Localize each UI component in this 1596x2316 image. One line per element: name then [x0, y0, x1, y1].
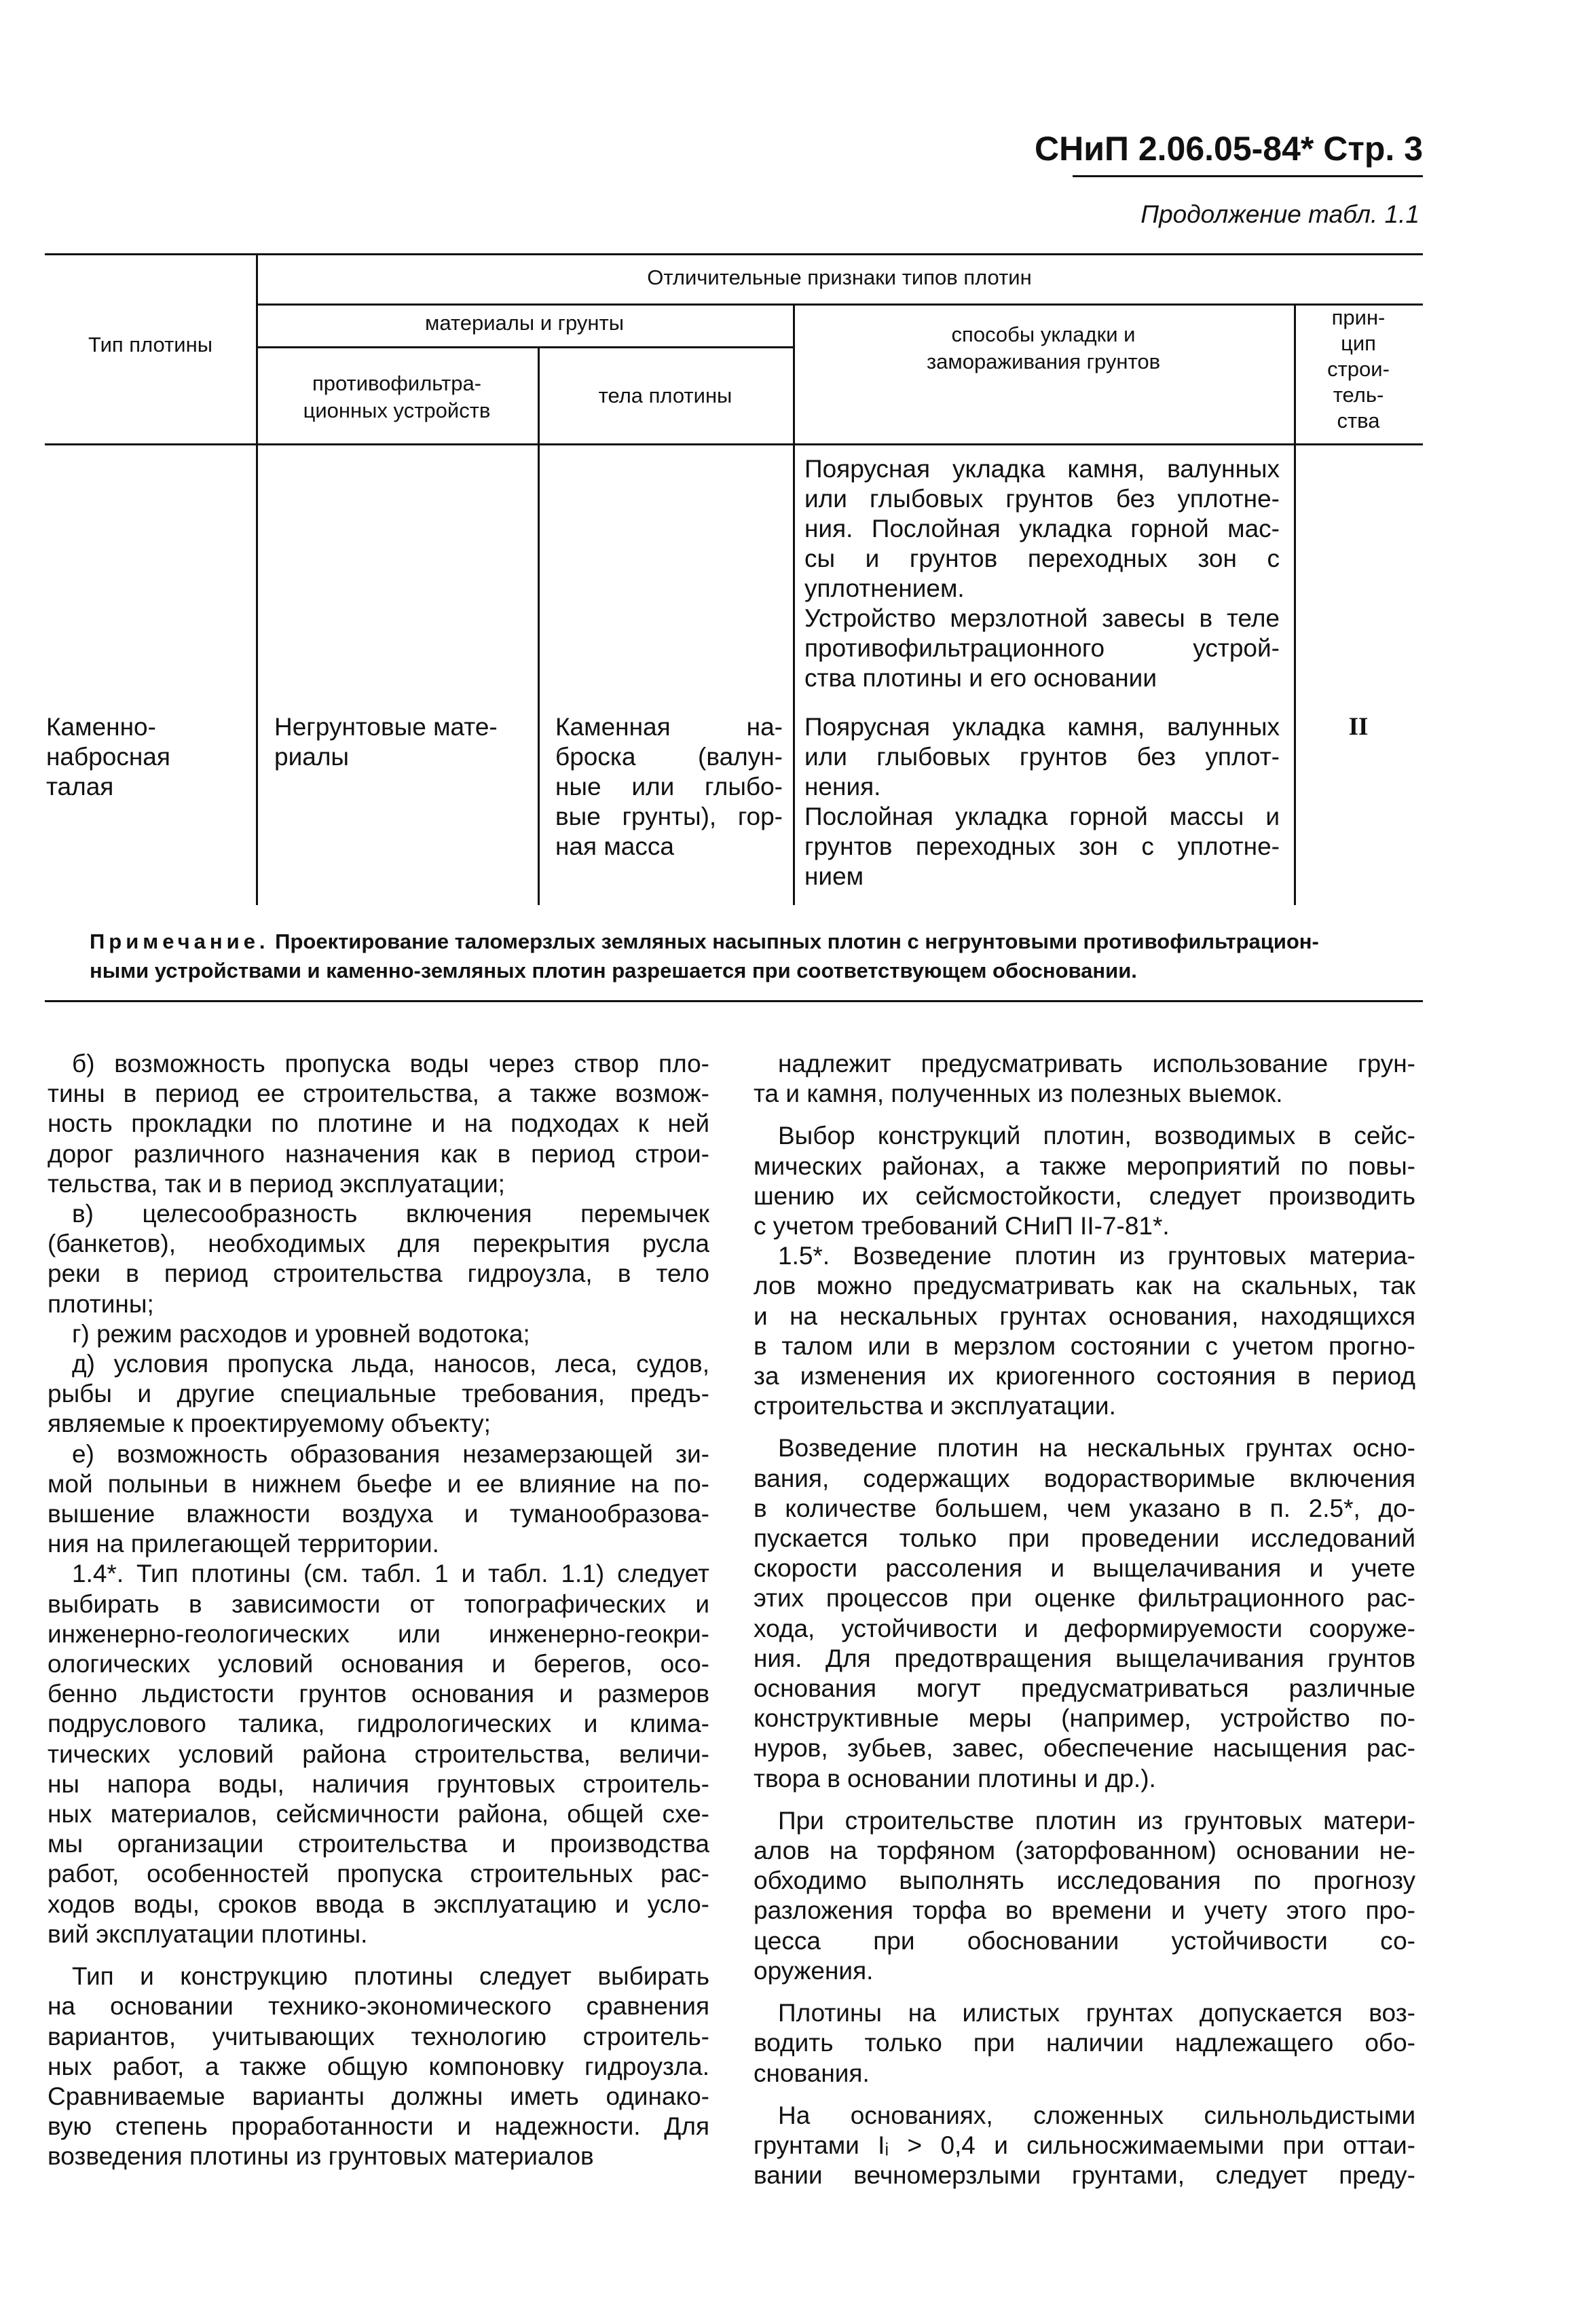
text-line: конструктивные меры (например, устройство по- [754, 1704, 1415, 1733]
dam-types-table [45, 253, 1423, 905]
row2-dam-body: Каменная на- броска (валун- ные или глыбо- вые грунты), гор- ная масса [555, 713, 783, 860]
text-line: Сравниваемые варианты должны иметь одинако- [48, 2082, 709, 2110]
vrule-antifilter [538, 346, 540, 905]
text-line: строительства и эксплуатации. [754, 1392, 1116, 1420]
text-line: та и камня, полученных из полезных выемок. [754, 1080, 1283, 1108]
row2-dam-type: Каменно- набросная талая [46, 713, 170, 801]
text-line: ния. Для предотвращения выщелачивания грунтов [754, 1644, 1415, 1672]
text-line: нуров, зубьев, завес, обеспечение насыщения рас- [754, 1734, 1415, 1763]
text-line: д) условия пропуска льда, наносов, леса, судов, [72, 1350, 709, 1378]
text-line: тельства, так и в период эксплуатации; [48, 1169, 505, 1198]
text-line: ных материалов, сейсмичности района, общей схе- [48, 1800, 709, 1828]
text-line: дорог различного назначения как в период строи- [48, 1139, 709, 1168]
text-line: плотины; [48, 1289, 154, 1318]
header-underline [1073, 175, 1423, 177]
text-line: мы организации строительства и производства [48, 1830, 709, 1858]
text-line: тины в период ее строительства, а также возмож- [48, 1080, 709, 1108]
header-dam-body: тела плотины [598, 384, 732, 407]
paragraph [48, 1319, 709, 1349]
paragraph [754, 1049, 1415, 1109]
paragraph [754, 2101, 1415, 2191]
text-line: вую степень проработанности и надежности. Для [48, 2112, 709, 2141]
row2-methods: Поярусная укладка камня, валунных или глыбовых грунтов без уплот- нения. Послойная укладка горной массы и грунтов переходных зон с уплотне- нием [804, 713, 1280, 890]
text-line: Возведение плотин на нескальных грунтах осно- [778, 1434, 1415, 1463]
text-line: шению их сейсмостойкости, следует производить [754, 1181, 1415, 1210]
header-dam-type: Тип плотины [88, 333, 212, 356]
paragraph [754, 1433, 1415, 1793]
text-line: в талом или в мерзлом состоянии с учетом прогно- [754, 1331, 1415, 1360]
paragraph [48, 1049, 709, 1199]
text-line: разложения торфа во времени и учету этого про- [754, 1896, 1415, 1925]
text-line: г) режим расходов и уровней водотока; [72, 1319, 530, 1348]
text-line: этих процессов при оценке фильтрационного рас- [754, 1584, 1415, 1613]
header-materials: материалы и грунты [425, 311, 624, 335]
header-rule-1 [256, 304, 1423, 306]
text-line: 1.5*. Возведение плотин из грунтовых материа- [778, 1242, 1415, 1270]
text-line: ологических условий основания и берегов, осо- [48, 1650, 709, 1678]
header-methods: способы укладки и замораживания грунтов [926, 323, 1161, 373]
text-line: На основаниях, сложенных сильнольдистыми [778, 2101, 1415, 2129]
paragraph [48, 1559, 709, 1949]
header-rule-2 [256, 346, 793, 348]
text-line: в) целесообразность включения перемычек [72, 1200, 709, 1228]
text-line: за изменения их криогенного состояния в период [754, 1362, 1415, 1391]
text-line: е) возможность образования незамерзающей зи- [72, 1439, 709, 1468]
left-text-column [48, 1049, 709, 2172]
text-line: бенно льдистости грунтов основания и размеров [48, 1680, 709, 1708]
text-line: пускается только при проведении исследований [754, 1524, 1415, 1553]
table-top-rule [45, 253, 1423, 255]
text-line: скорости рассоления и выщелачивания и учете [754, 1554, 1415, 1583]
header-distinguishing-features: Отличительные признаки типов плотин [647, 265, 1032, 289]
text-line: вания, содержащих водорастворимые включения [754, 1464, 1415, 1492]
note-line-2: ными устройствами и каменно-земляных плотин разрешается при соответствующем обосновании. [90, 959, 1137, 982]
text-line: ных работ, а также общую компоновку гидроузла. [48, 2052, 709, 2080]
text-line: обходимо выполнять исследования по прогнозу [754, 1867, 1415, 1895]
text-line: лов можно предусматривать как на скальных, так [754, 1272, 1415, 1300]
header-principle: прин- цип строи- тель- ства [1327, 306, 1390, 433]
paragraph [48, 1199, 709, 1319]
paragraph [754, 1241, 1415, 1421]
header-bottom-rule [45, 443, 1423, 445]
text-line: грунтами Iᵢ > 0,4 и сильносжимаемыми при оттаи- [754, 2131, 1415, 2159]
text-line: надлежит предусматривать использование грун- [778, 1050, 1415, 1078]
text-line: Выбор конструкций плотин, возводимых в сейс- [778, 1122, 1415, 1150]
text-line: рыбы и другие специальные требования, предъ- [48, 1380, 709, 1408]
text-line: работ, особенностей пропуска строительных рас- [48, 1860, 709, 1888]
text-line: При строительстве плотин из грунтовых матери- [778, 1806, 1415, 1835]
text-line: вариантов, учитывающих технологию строитель- [48, 2022, 709, 2051]
paragraph [48, 1349, 709, 1439]
text-line: твора в основании плотины и др.). [754, 1764, 1156, 1793]
text-line: мой полыньи в нижнем бьефе и ее влияние на по- [48, 1469, 709, 1498]
text-line: и на нескальных грунтах основания, находящихся [754, 1302, 1415, 1330]
running-header: СНиП 2.06.05-84* Стр. 3 [1035, 130, 1423, 168]
note-line-1: Проектирование таломерзлых земляных насыпных плотин с негрунтовыми противофильтрацион- [269, 930, 1319, 953]
text-line: оружения. [754, 1956, 874, 1985]
note-label: Примечание. [90, 930, 270, 953]
text-line: выбирать в зависимости от топографических и [48, 1589, 709, 1618]
text-line: вании вечномерзлыми грунтами, следует преду- [754, 2161, 1415, 2190]
table-note [90, 927, 1423, 985]
paragraph [754, 1806, 1415, 1986]
text-line: на основании технико-экономического сравнения [48, 1992, 709, 2021]
paragraph [48, 1439, 709, 1560]
text-line: алов на торфяном (заторфованном) основании не- [754, 1837, 1415, 1865]
text-line: реки в период строительства гидроузла, в тело [48, 1260, 709, 1288]
note-bottom-rule [45, 1000, 1423, 1002]
text-line: хода, устойчивости и деформируемости сооруже- [754, 1614, 1415, 1642]
text-line: вышение влажности воздуха и туманообразова- [48, 1500, 709, 1528]
text-line: вий эксплуатации плотины. [48, 1919, 368, 1948]
text-line: с учетом требований СНиП II-7-81*. [754, 1212, 1170, 1240]
text-line: водить только при наличии надлежащего обо- [754, 2029, 1415, 2057]
text-line: подруслового талика, гидрологических и клима- [48, 1710, 709, 1738]
vrule-type [256, 253, 258, 905]
text-line: 1.4*. Тип плотины (см. табл. 1 и табл. 1.1) следует [72, 1560, 709, 1588]
text-line: цесса при обосновании устойчивости со- [754, 1926, 1415, 1955]
text-line: Тип и конструкцию плотины следует выбирать [72, 1962, 709, 1991]
row2-principle: II [1348, 713, 1369, 741]
row1-methods: Поярусная укладка камня, валунных или глыбовых грунтов без уплотне- ния. Послойная укладка горной мас- сы и грунтов переходных зон с уплотнением. Устройство мерзлотной завесы в теле противофильтрационного устрой- ства плотины и его основании [804, 455, 1280, 692]
right-text-column [754, 1049, 1415, 2190]
paragraph [754, 1121, 1415, 1241]
row2-antifilter: Негрунтовые мате- риалы [274, 713, 498, 771]
text-line: в количестве большем, чем указано в п. 2.5*, до- [754, 1494, 1415, 1522]
text-line: ность прокладки по плотине и на подходах к ней [48, 1109, 709, 1138]
text-line: ходов воды, сроков ввода в эксплуатацию и усло- [48, 1890, 709, 1918]
text-line: тических условий района строительства, величи- [48, 1740, 709, 1768]
text-line: мических районах, а также мероприятий по повы- [754, 1152, 1415, 1180]
paragraph [754, 1998, 1415, 2089]
text-line: инженерно-геологических или инженерно-геокри- [48, 1619, 709, 1648]
text-line: б) возможность пропуска воды через створ пло- [72, 1050, 709, 1078]
vrule-body [793, 304, 795, 905]
paragraph [48, 1962, 709, 2171]
header-antifilter: противофильтра- ционных устройств [303, 371, 491, 422]
text-line: ния на прилегающей территории. [48, 1530, 439, 1558]
text-line: возведения плотины из грунтовых материалов [48, 2142, 594, 2171]
table-continuation-label: Продолжение табл. 1.1 [1140, 200, 1419, 228]
text-line: (банкетов), необходимых для перекрытия русла [48, 1230, 709, 1258]
text-line: основания могут предусматриваться различные [754, 1674, 1415, 1703]
text-line: ны напора воды, наличия грунтовых строитель- [48, 1769, 709, 1798]
text-line: являемые к проектируемому объекту; [48, 1410, 491, 1438]
text-line: снования. [754, 2059, 870, 2087]
text-line: Плотины на илистых грунтах допускается воз- [778, 1999, 1415, 2027]
